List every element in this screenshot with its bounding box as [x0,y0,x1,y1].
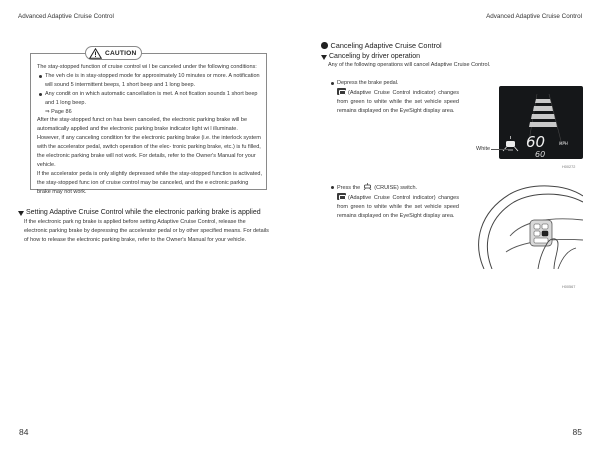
caution-text [37,63,262,197]
section-title-text: Setting Adaptive Cruise Control while the electronic parking brake is applied [26,209,261,216]
distance-bar [529,122,557,127]
right-page-header: Advanced Adaptive Cruise Control [486,13,582,20]
step-description [329,193,459,221]
warning-triangle-icon [89,48,102,59]
caution-label: CAUTION [105,49,137,57]
callout-label: White [476,146,491,152]
subheading [321,53,420,60]
section-body: If the electronic park ng brake is applied before setting Adaptive Cruise Control, release the electronic parking brake by depressing the accelerator pedal or by other specified means. For details of how to release the electronic parking brake, refer to the Owner's Manual for your vehicle. [24,219,269,243]
parking-brake-section [18,209,270,245]
step-action-suffix: (CRUISE) switch. [374,185,418,191]
eyesight-display-graphic [499,86,583,159]
page-number: 84 [19,427,29,437]
left-page-header: Advanced Adaptive Cruise Control [18,13,114,20]
step-action [329,183,459,193]
eyesight-display [499,86,583,159]
caution-badge [85,46,142,60]
step-description-text: (Adaptive Cruise Control indicator) changes from green to white while the set vehicle speed remains displayed on the EyeSight display area. [337,195,459,219]
speed-unit: MPH [559,141,568,146]
page-number: 85 [572,427,582,437]
triangle-bullet-icon [18,211,24,216]
step-brake [329,79,459,116]
caution-bullet: Any condit on in which automatic cancellation is met. A not fication sounds 1 short beep and 1 long beep. [37,90,262,108]
figure-code: H00567 [562,285,576,289]
caution-paragraph: After the stay-stopped funct on has been canceled, the electronic parking brake will be automatically applied and the electronic parking brake indicator light wi l illuminate. However, if any canceling condition for the electronic parking brake (i.e. the interlock system with the accelerator pedal, switch operation of the elec- tronic parking brake, etc.) is fu filled, the electronic parking brake will not work. For details, refer to the Owner's Manual for your vehicle. [37,117,261,168]
caution-intro: The stay-stopped function of cruise control wi l be canceled under the following conditions: [37,64,257,70]
step-action-prefix: Press the [337,185,361,191]
triangle-bullet-icon [321,55,327,60]
page-reference-link[interactable]: ⇒ Page 86 [45,108,72,115]
step-description [329,88,459,116]
section-title [18,209,270,216]
section-heading-text: Canceling Adaptive Cruise Control [330,41,442,50]
step-cruise-switch [329,183,459,221]
set-speed-large: 60 [526,133,546,151]
subheading-text: Canceling by driver operation [329,53,421,60]
intro-text: Any of the following operations will cancel Adaptive Cruise Control. [328,62,491,68]
callout-line [491,149,508,150]
caution-bullet: The veh cle is in stay-stopped mode for approximately 10 minutes or more. A notification will sound 5 intermittent beeps, 1 short beep and 1 long beep. [37,72,262,90]
caution-paragraph: If the accelerator peda is only slightly depressed while the stay-stopped function is activated, the stay-stopped func ion of cruise control may be canceled, and the e ectronic parking brake may not work. [37,170,263,195]
distance-bar [535,99,551,103]
caution-box [30,49,267,195]
distance-bar [531,114,555,119]
set-speed-small: 60 [535,150,546,159]
figure-code: H00272 [562,165,576,169]
section-heading [321,41,442,50]
steering-wheel-illustration [470,182,583,269]
cruise-switch-cluster [530,220,552,246]
cruise-indicator-icon [337,88,346,95]
cruise-switch-icon [363,183,372,190]
step-action: Depress the brake pedal. [329,79,459,88]
cruise-indicator-icon [337,193,346,200]
step-description-text: (Adaptive Cruise Control indicator) changes from green to white while the set vehicle speed remains displayed on the EyeSight display area. [337,90,459,114]
distance-bar [533,106,553,111]
bullet-dot-icon [321,42,328,49]
